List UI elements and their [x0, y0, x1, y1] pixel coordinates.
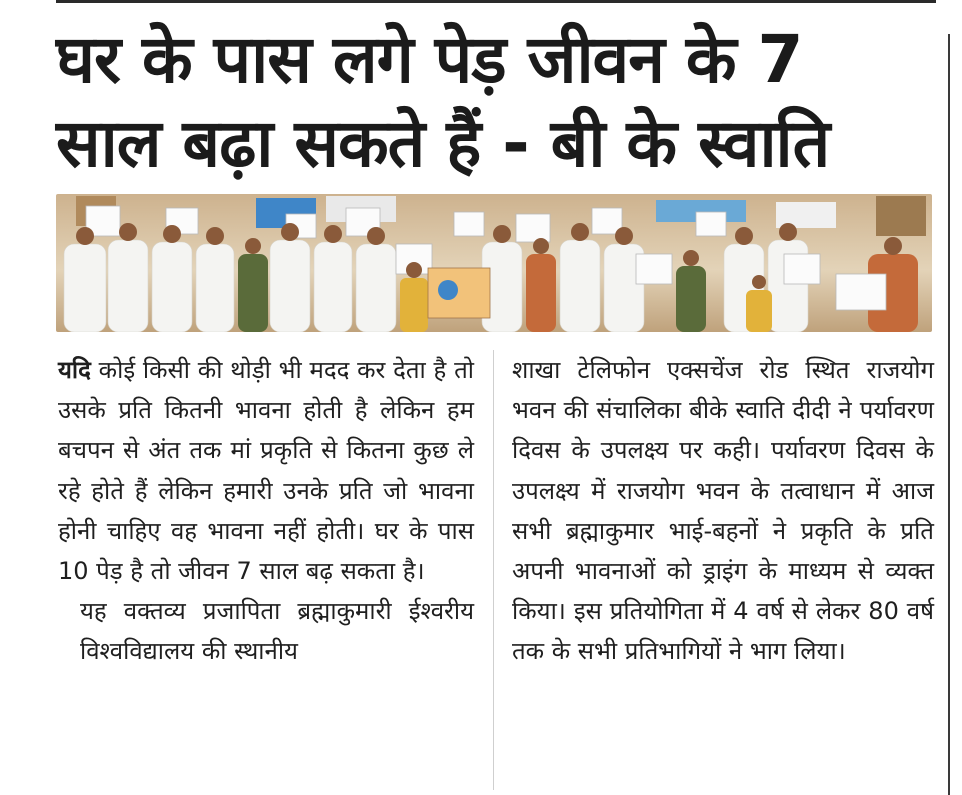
headline-line-2: साल बढ़ा सकते हैं - बी के स्वाति	[56, 105, 830, 182]
left-paragraph-2: यह वक्तव्य प्रजापिता ब्रह्माकुमारी ईश्वरीय विश्वविद्यालय की स्थानीय	[80, 597, 474, 666]
article-column-left	[58, 350, 474, 672]
group-photo-illustration	[56, 194, 932, 332]
left-paragraph-1-text: कोई किसी की थोड़ी भी मदद कर देता है तो उसके प्रति कितनी भावना होती है लेकिन हम बचपन से अंत तक मां प्रकृति से कितना कुछ ले रहे होते हैं लेकिन हमारी उनके प्रति जो भावना होनी चाहिए वह भावना नहीं होती। घर के पास 10 पेड़ है तो जीवन 7 साल बढ़ सकता है।	[58, 356, 474, 586]
right-paragraph-1: शाखा टेलिफोन एक्सचेंज रोड स्थित राजयोग भवन की संचालिका बीके स्वाति दीदी ने पर्यावरण दिवस के उपलक्ष्य पर कही। पर्यावरण दिवस के उपलक्ष्य में राजयोग भवन के तत्वाधान में आज सभी ब्रह्माकुमार भाई-बहनों ने प्रकृति के प्रति अपनी भावनाओं को ड्राइंग के माध्यम से व्यक्त किया। इस प्रतियोगिता में 4 वर्ष से लेकर 80 वर्ष तक के सभी प्रतिभागियों ने भाग लिया।	[512, 356, 934, 666]
left-paragraph-1	[58, 350, 474, 591]
lead-word: यदि	[58, 356, 91, 384]
column-divider	[493, 350, 494, 790]
right-column-rule	[948, 34, 950, 795]
group-photo	[56, 194, 932, 332]
top-rule	[56, 0, 936, 3]
headline	[56, 18, 936, 186]
article-column-right	[512, 350, 934, 672]
headline-line-1: घर के पास लगे पेड़ जीवन के 7	[56, 21, 803, 98]
